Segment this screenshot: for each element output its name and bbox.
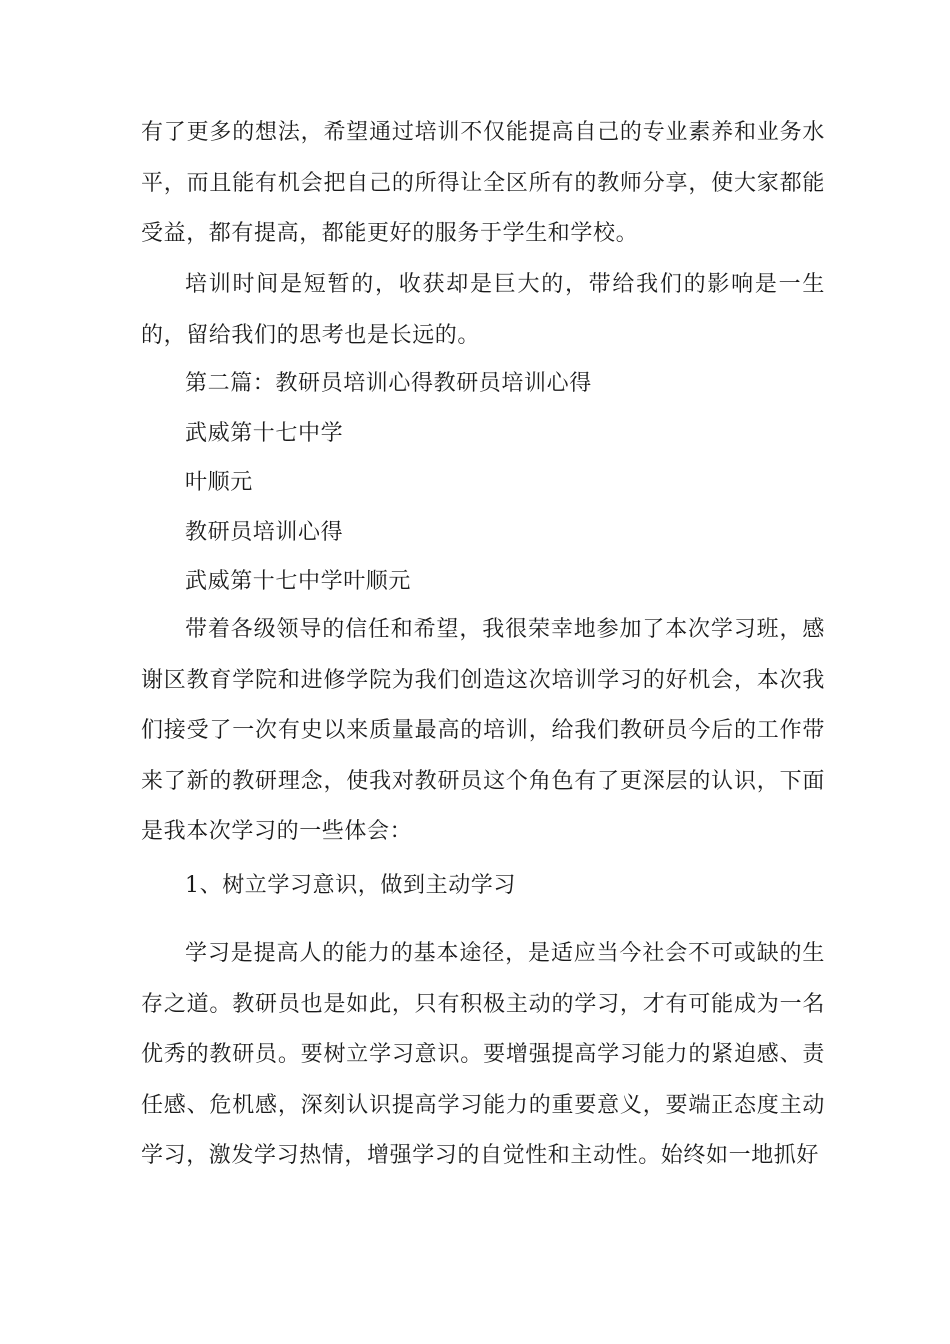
paragraph-training-reflection: 培训时间是短暂的，收获却是巨大的，带给我们的影响是一生的，留给我们的思考也是长远的。	[141, 272, 825, 348]
author-name: 叶顺元	[185, 470, 253, 495]
paragraph-continuation: 有了更多的想法，希望通过培训不仅能提高自己的专业素养和业务水平，而且能有机会把自己的所得让全区所有的教师分享，使大家都能受益，都有提高，都能更好的服务于学生和学校。	[141, 120, 825, 246]
article-subtitle: 教研员培训心得	[185, 520, 344, 545]
school-name: 武威第十七中学	[185, 421, 344, 446]
chapter-title: 第二篇：教研员培训心得教研员培训心得	[185, 371, 592, 396]
paragraph-introduction: 带着各级领导的信任和希望，我很荣幸地参加了本次学习班，感谢区教育学院和进修学院为我们创造这次培训学习的好机会，本次我们接受了一次有史以来质量最高的培训，给我们教研员今后的工作带来了新的教研理念，使我对教研员这个角色有了更深层的认识，下面是我本次学习的一些体会：	[141, 617, 825, 844]
article-byline: 武威第十七中学叶顺元	[185, 569, 412, 594]
paragraph-learning-awareness: 学习是提高人的能力的基本途径，是适应当今社会不可或缺的生存之道。教研员也是如此，只有积极主动的学习，才有可能成为一名优秀的教研员。要树立学习意识。要增强提高学习能力的紧迫感、责任感、危机感，深刻认识提高学习能力的重要意义，要端正态度主动学习，激发学习热情，增强学习的自觉性和主动性。始终如一地抓好	[141, 941, 825, 1168]
section-heading: 1、树立学习意识，做到主动学习	[185, 873, 516, 898]
